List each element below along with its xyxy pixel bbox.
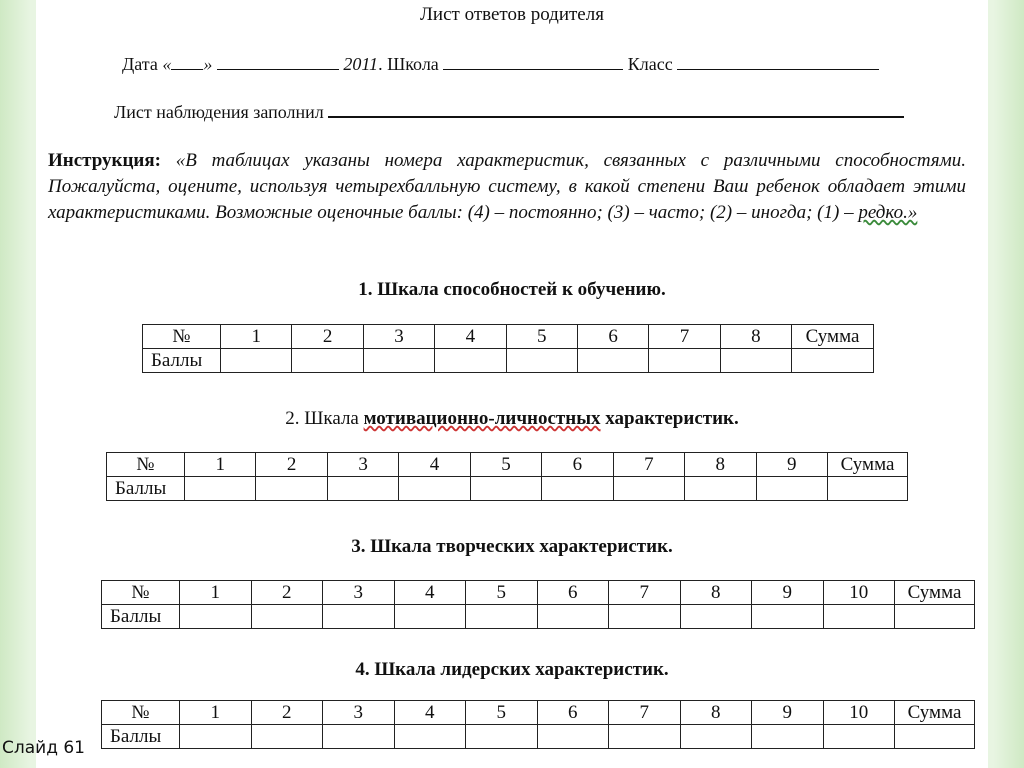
scale-1-title: 1. Шкала способностей к обучению. [358, 279, 666, 300]
scale-3-table [101, 580, 975, 629]
instruction-label: Инструкция: [48, 150, 161, 171]
score-cell[interactable] [542, 477, 613, 501]
score-row-label: Баллы [102, 605, 180, 629]
number-header: № [102, 581, 180, 605]
item-number: 3 [327, 453, 398, 477]
score-cell[interactable] [435, 349, 506, 373]
item-number: 1 [180, 701, 252, 725]
instruction-text-end: редко.» [858, 202, 918, 223]
scale-2-header-row [107, 453, 908, 477]
observer-label: Лист наблюдения заполнил [114, 102, 324, 122]
score-cell[interactable] [394, 605, 466, 629]
instruction-text: «В таблицах указаны номера характеристик, связанных с различными способностями. Пожалуйста, оцените, используя четырехбалльную систему, в какой степени Ваш ребенок обладает этими характеристиками. Возможные оценочные баллы: (4) – постоянно; (3) – часто; (2) – иногда; (1) – [48, 150, 967, 223]
scale-4-header-row [102, 701, 975, 725]
item-number: 1 [221, 325, 292, 349]
scale-2-table [106, 452, 908, 501]
score-cell[interactable] [680, 605, 752, 629]
score-cell[interactable] [823, 605, 895, 629]
score-cell[interactable] [609, 605, 681, 629]
item-number: 8 [685, 453, 756, 477]
scale-4-title: 4. Шкала лидерских характеристик. [355, 659, 669, 680]
item-number: 4 [394, 701, 466, 725]
item-number: 9 [756, 453, 828, 477]
item-number: 10 [823, 701, 895, 725]
item-number: 3 [323, 581, 395, 605]
scale-2-title-wavy: мотивационно-личностных [363, 408, 601, 429]
sum-cell[interactable] [895, 605, 975, 629]
score-row-label: Баллы [102, 725, 180, 749]
item-number: 4 [399, 453, 470, 477]
score-cell[interactable] [537, 725, 609, 749]
sum-cell[interactable] [792, 349, 874, 373]
scale-2-title-prefix: 2. Шкала [285, 408, 364, 429]
score-cell[interactable] [823, 725, 895, 749]
score-cell[interactable] [470, 477, 541, 501]
score-row-label: Баллы [107, 477, 185, 501]
day-blank[interactable] [171, 54, 203, 70]
item-number: 2 [256, 453, 327, 477]
scale-4-table [101, 700, 975, 749]
number-header: № [107, 453, 185, 477]
item-number: 8 [680, 581, 752, 605]
score-row-label: Баллы [143, 349, 221, 373]
item-number: 7 [613, 453, 684, 477]
year-value: 2011 [343, 54, 379, 74]
school-blank[interactable] [443, 54, 623, 70]
score-cell[interactable] [180, 725, 252, 749]
scale-2-title [0, 408, 1024, 430]
score-cell[interactable] [251, 605, 323, 629]
sum-cell[interactable] [828, 477, 908, 501]
sum-header: Сумма [792, 325, 874, 349]
observer-blank[interactable] [328, 101, 904, 118]
score-cell[interactable] [399, 477, 470, 501]
item-number: 9 [752, 701, 824, 725]
score-cell[interactable] [752, 605, 824, 629]
scale-3-title: 3. Шкала творческих характеристик. [351, 536, 673, 557]
number-header: № [102, 701, 180, 725]
score-cell[interactable] [649, 349, 720, 373]
score-cell[interactable] [180, 605, 252, 629]
item-number: 10 [823, 581, 895, 605]
date-quote-close: » [203, 54, 213, 74]
month-blank[interactable] [217, 54, 339, 70]
page-title: Лист ответов родителя [420, 4, 604, 25]
item-number: 5 [466, 701, 538, 725]
scale-1-header-row [143, 325, 874, 349]
score-cell[interactable] [609, 725, 681, 749]
item-number: 5 [470, 453, 541, 477]
score-cell[interactable] [221, 349, 292, 373]
score-cell[interactable] [292, 349, 363, 373]
scale-1-table [142, 324, 874, 373]
item-number: 8 [720, 325, 791, 349]
score-cell[interactable] [251, 725, 323, 749]
item-number: 3 [363, 325, 434, 349]
date-school-class-line [122, 54, 879, 75]
item-number: 2 [251, 581, 323, 605]
instruction-paragraph [48, 148, 966, 226]
score-cell[interactable] [680, 725, 752, 749]
item-number: 4 [394, 581, 466, 605]
score-cell[interactable] [323, 725, 395, 749]
score-cell[interactable] [466, 605, 538, 629]
item-number: 2 [292, 325, 363, 349]
item-number: 6 [577, 325, 648, 349]
score-cell[interactable] [685, 477, 756, 501]
scale-1-score-row [143, 349, 874, 373]
score-cell[interactable] [613, 477, 684, 501]
score-cell[interactable] [756, 477, 828, 501]
scale-2-title-suffix: характеристик. [600, 408, 739, 429]
class-label: Класс [627, 54, 673, 74]
number-header: № [143, 325, 221, 349]
score-cell[interactable] [327, 477, 398, 501]
sum-header: Сумма [895, 701, 975, 725]
item-number: 1 [180, 581, 252, 605]
item-number: 1 [185, 453, 256, 477]
date-quote-open: « [162, 54, 172, 74]
item-number: 7 [649, 325, 720, 349]
score-cell[interactable] [256, 477, 327, 501]
class-blank[interactable] [677, 54, 879, 70]
item-number: 7 [609, 581, 681, 605]
sum-header: Сумма [828, 453, 908, 477]
item-number: 4 [435, 325, 506, 349]
observer-line [114, 101, 904, 123]
date-label: Дата [122, 54, 158, 74]
score-cell[interactable] [506, 349, 577, 373]
score-cell[interactable] [577, 349, 648, 373]
item-number: 6 [537, 701, 609, 725]
score-cell[interactable] [185, 477, 256, 501]
item-number: 2 [251, 701, 323, 725]
score-cell[interactable] [466, 725, 538, 749]
slide-number-label: Слайд 61 [2, 738, 85, 758]
score-cell[interactable] [394, 725, 466, 749]
score-cell[interactable] [323, 605, 395, 629]
scale-2-score-row [107, 477, 908, 501]
item-number: 6 [537, 581, 609, 605]
sum-header: Сумма [895, 581, 975, 605]
item-number: 3 [323, 701, 395, 725]
item-number: 6 [542, 453, 613, 477]
score-cell[interactable] [537, 605, 609, 629]
score-cell[interactable] [720, 349, 791, 373]
item-number: 5 [506, 325, 577, 349]
school-label: . Школа [378, 54, 439, 74]
score-cell[interactable] [363, 349, 434, 373]
item-number: 7 [609, 701, 681, 725]
item-number: 9 [752, 581, 824, 605]
item-number: 8 [680, 701, 752, 725]
item-number: 5 [466, 581, 538, 605]
scale-3-score-row [102, 605, 975, 629]
score-cell[interactable] [752, 725, 824, 749]
scale-4-score-row [102, 725, 975, 749]
scale-3-header-row [102, 581, 975, 605]
sum-cell[interactable] [895, 725, 975, 749]
